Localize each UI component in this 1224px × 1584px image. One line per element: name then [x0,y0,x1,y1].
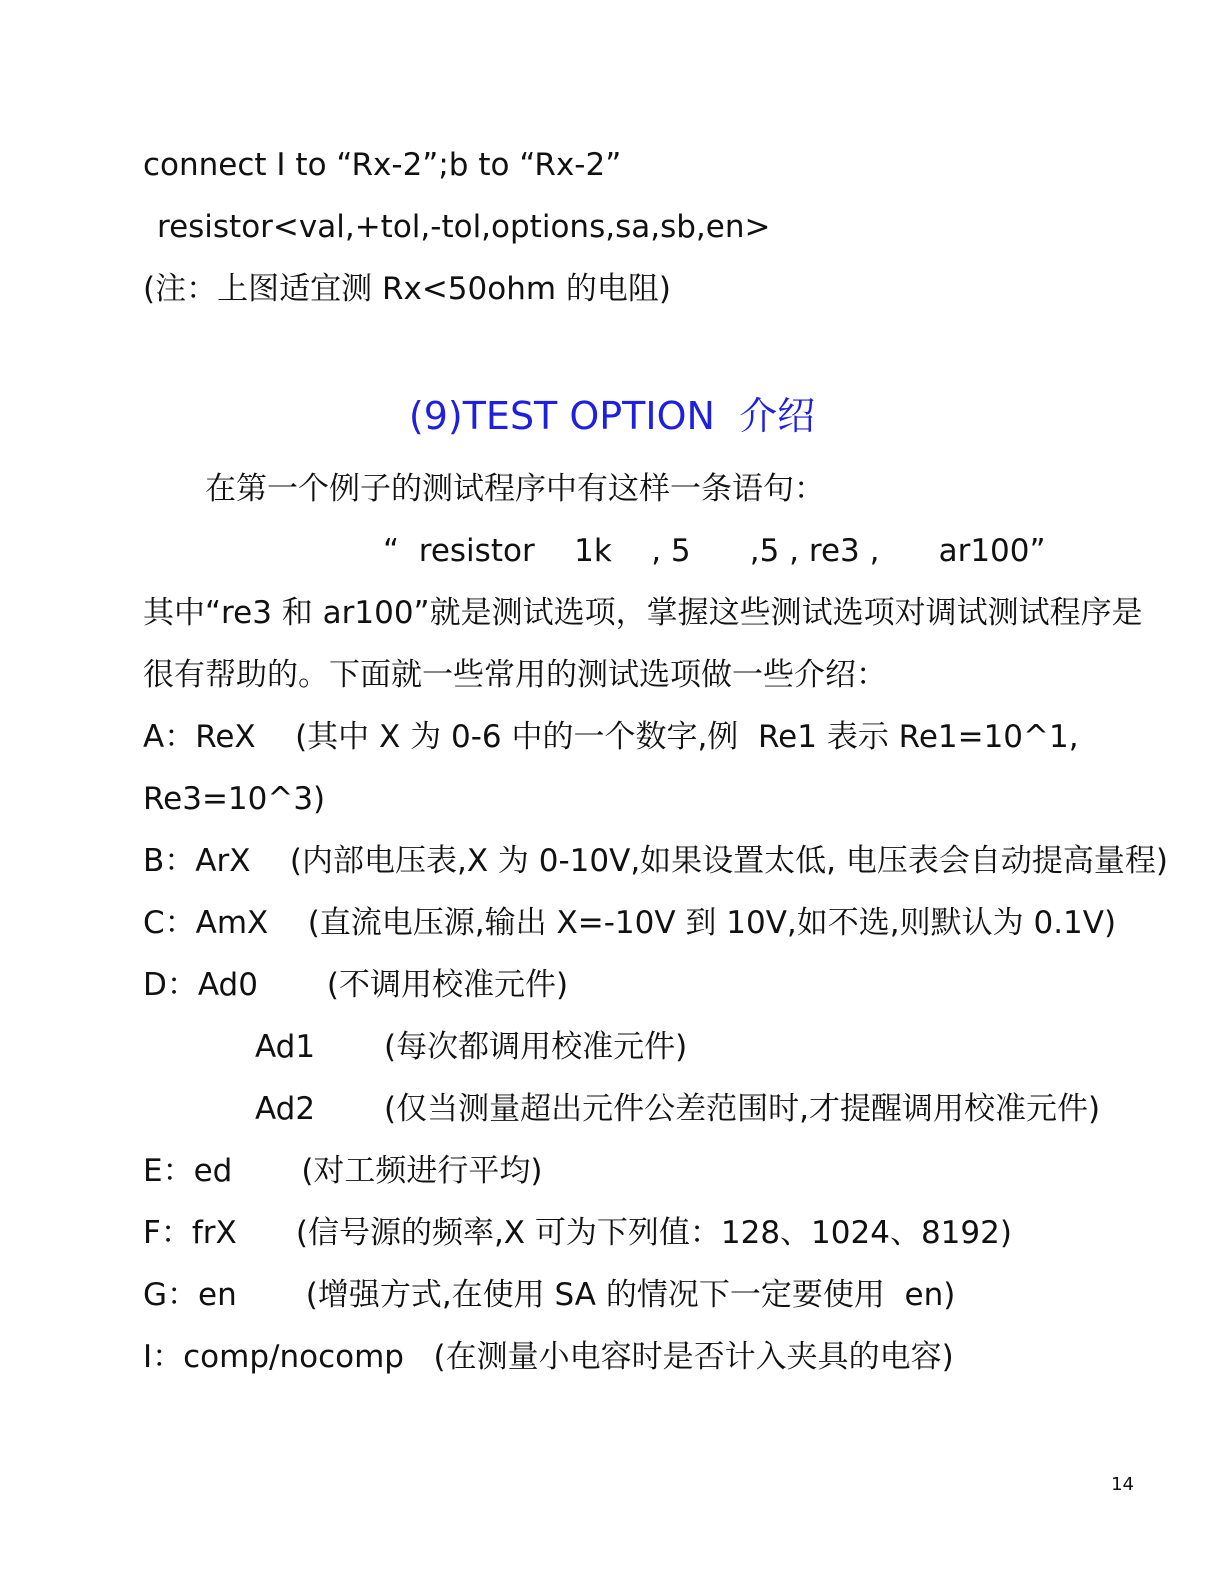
note-line: (注：上图适宜测 Rx<50ohm 的电阻) [143,271,672,307]
option-c: C：AmX (直流电压源,输出 X=-10V 到 10V,如不选,则默认为 0.1V) [143,905,1117,941]
option-b: B：ArX (内部电压表,X 为 0-10V,如果设置太低, 电压表会自动提高量程) [143,843,1168,879]
connect-line: connect I to “Rx-2”;b to “Rx-2” [143,147,622,183]
option-e: E：ed (对工频进行平均) [143,1153,543,1189]
page-number: 14 [1111,1474,1134,1495]
option-a-line-1: A：ReX (其中 X 为 0-6 中的一个数字,例 Re1 表示 Re1=10^1, [143,719,1079,755]
section-heading: (9)TEST OPTION 介绍 [408,394,816,438]
option-a-line-2: Re3=10^3) [143,781,326,817]
option-i: I：comp/nocomp (在测量小电容时是否计入夹具的电容) [143,1339,954,1375]
intro-line-1: 在第一个例子的测试程序中有这样一条语句： [205,471,825,507]
option-d2: Ad2 (仅当测量超出元件公差范围时,才提醒调用校准元件) [255,1091,1101,1127]
option-d1: Ad1 (每次都调用校准元件) [255,1029,688,1065]
resistor-syntax-line: resistor<val,+tol,-tol,options,sa,sb,en> [157,209,771,245]
intro-line-3: 很有帮助的。下面就一些常用的测试选项做一些介绍： [143,657,887,693]
option-f: F：frX (信号源的频率,X 可为下列值：128、1024、8192) [143,1215,1012,1251]
option-d0: D：Ad0 (不调用校准元件) [143,967,569,1003]
example-statement: “ resistor 1k , 5 ,5 , re3 , ar100” [383,533,1046,569]
option-g: G：en (增强方式,在使用 SA 的情况下一定要使用 en) [143,1277,956,1313]
intro-line-2: 其中“re3 和 ar100”就是测试选项，掌握这些测试选项对调试测试程序是 [143,595,1143,631]
